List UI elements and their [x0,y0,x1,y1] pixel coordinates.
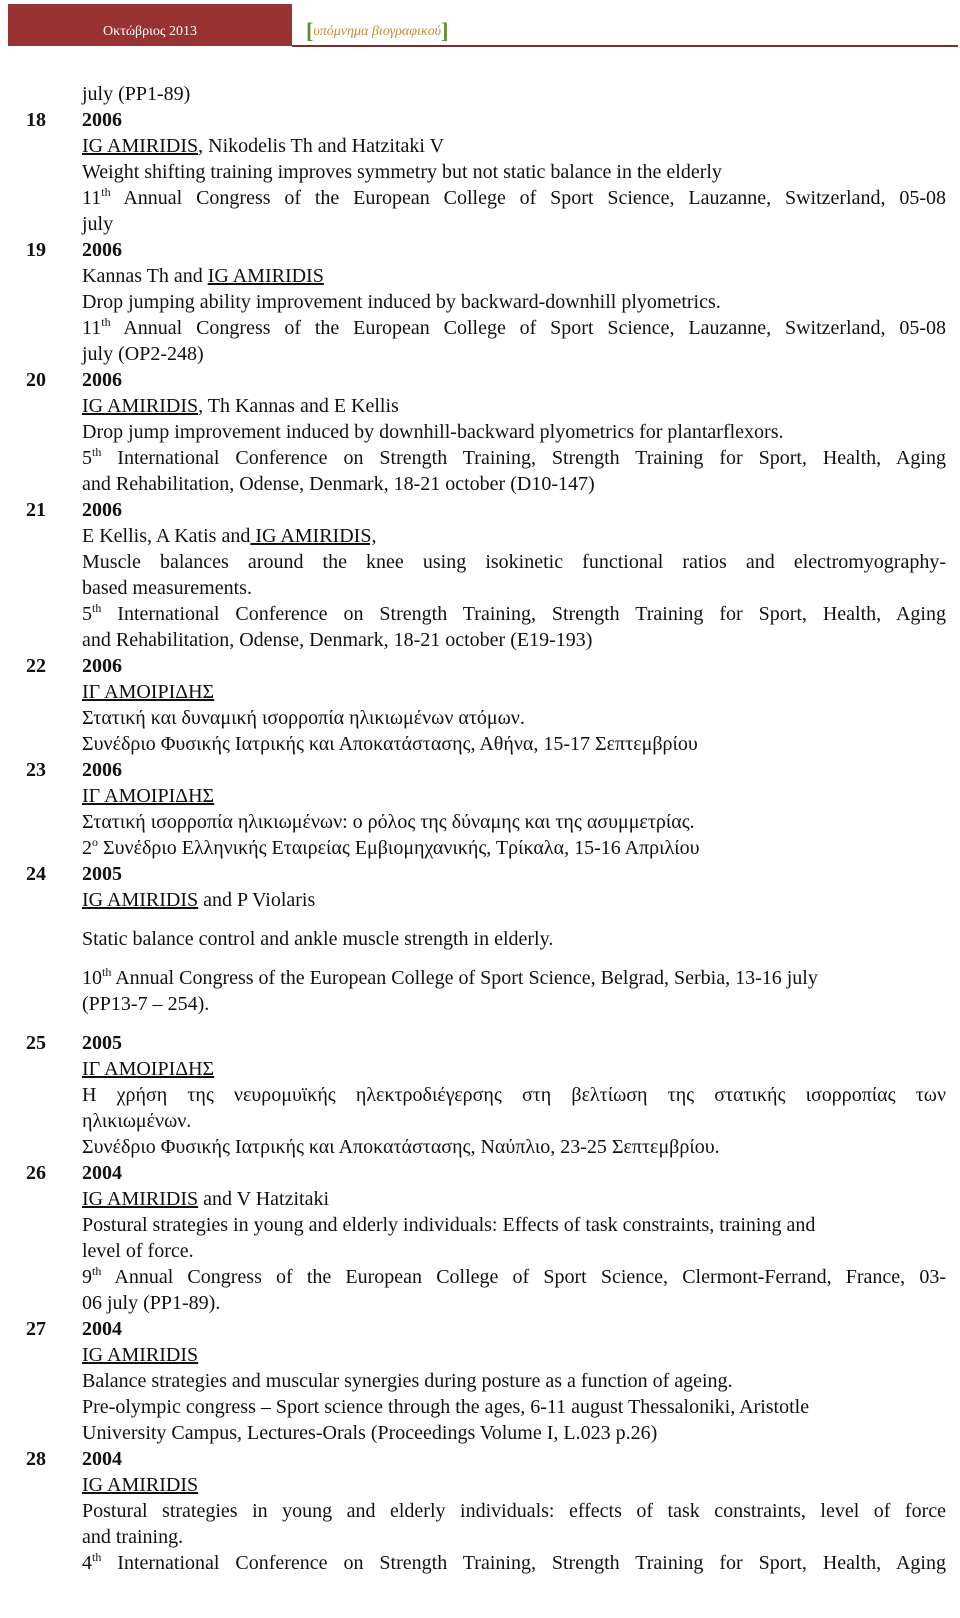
entry-number: 23 [26,759,46,781]
entry-authors [82,1056,946,1082]
entry-authors [82,523,946,549]
entry-20 [26,367,946,497]
ordinal-suffix: ο [92,835,98,849]
entry-venue [82,965,946,991]
entry-authors [82,679,946,705]
ordinal-suffix: th [102,965,112,979]
entry-title: Η χρήση της νευρομυϊκής ηλεκτροδιέγερσης στη βελτίωση της στατικής ισορροπίας των [82,1084,946,1106]
entry-continuation [26,81,946,107]
ordinal: 9 [82,1266,92,1288]
ordinal: 2 [82,837,92,859]
entry-authors [82,1186,946,1212]
entry-22 [26,653,946,757]
coauthors: and P Violaris [198,889,316,911]
entry-venue: Συνέδριο Φυσικής Ιατρικής και Αποκατάστασης, Αθήνα, 15-17 Σεπτεμβρίου [82,733,698,755]
header-rule [292,45,958,47]
entry-number: 28 [26,1448,46,1470]
author-highlight: IG AMIRIDIS [207,265,324,287]
author-highlight: ΙΓ ΑΜΟΙΡΙΔΗΣ [82,1058,215,1080]
entry-title-line2: and training. [82,1526,184,1548]
entry-28 [26,1446,946,1576]
ordinal: 11 [82,317,102,339]
page-header [8,4,958,46]
author-highlight: IG AMIRIDIS [82,1188,199,1210]
author-highlight: IG AMIRIDIS [82,395,199,417]
entry-title: Στατική και δυναμική ισορροπία ηλικιωμένων ατόμων. [82,707,525,729]
entry-title: Drop jump improvement induced by downhill-backward plyometrics for plantarflexors. [82,421,784,443]
entry-authors [82,133,946,159]
entry-title: Drop jumping ability improvement induced by backward-downhill plyometrics. [82,291,721,313]
venue-text: Annual Congress of the European College of Sport Science, Lauzanne, Switzerland, 05-08 [110,317,946,339]
bracket-close: ] [441,18,449,43]
entry-title: Στατική ισορροπία ηλικιωμένων: ο ρόλος της δύναμης και της ασυμμετρίας. [82,811,695,833]
publication-list [26,81,946,1576]
author-highlight: IG AMIRIDIS, [250,525,377,547]
entry-year: 2006 [82,239,122,261]
entry-number: 18 [26,109,46,131]
entry-title-line2: level of force. [82,1240,194,1262]
coauthors: , Nikodelis Th and Hatzitaki V [198,135,445,157]
entry-number [26,81,82,107]
entry-venue-line2: july (OP2-248) [82,343,204,365]
entry-venue [82,185,946,211]
entry-authors [82,263,946,289]
entry-venue [82,601,946,627]
entry-number: 24 [26,863,46,885]
entry-venue-line2: 06 july (PP1-89). [82,1292,221,1314]
venue-text: International Conference on Strength Training, Strength Training for Sport, Health, Aging [101,603,946,625]
entry-title: Weight shifting training improves symmetry but not static balance in the elderly [82,161,722,183]
entry-title: Balance strategies and muscular synergies during posture as a function of ageing. [82,1370,733,1392]
author-highlight: IG AMIRIDIS [82,889,199,911]
entry-number: 20 [26,369,46,391]
entry-year: 2006 [82,369,122,391]
entry-number: 25 [26,1032,46,1054]
entry-number: 26 [26,1162,46,1184]
entry-venue [82,1550,946,1576]
entry-venue-line2: (PP13-7 – 254). [82,993,210,1015]
ordinal: 11 [82,187,102,209]
author-highlight: ΙΓ ΑΜΟΙΡΙΔΗΣ [82,681,215,703]
entry-authors [82,887,946,913]
venue-text: Annual Congress of the European College of Sport Science, Clermont-Ferrand, France, 03- [101,1266,946,1288]
venue-text: International Conference on Strength Training, Strength Training for Sport, Health, Aging [101,1552,946,1574]
entry-year: 2005 [82,1032,122,1054]
entry-year: 2004 [82,1162,122,1184]
header-title-text: υπόμνημα βιογραφικού [313,24,442,39]
author-highlight: ΙΓ ΑΜΟΙΡΙΔΗΣ [82,785,215,807]
ordinal: 5 [82,447,92,469]
ordinal-suffix: th [101,315,111,329]
entry-venue-continued: july (PP1-89) [82,83,191,105]
entry-year: 2004 [82,1448,122,1470]
entry-21 [26,497,946,653]
entry-year: 2004 [82,1318,122,1340]
entry-year: 2006 [82,655,122,677]
entry-number: 27 [26,1318,46,1340]
author-highlight: IG AMIRIDIS [82,1344,199,1366]
venue-text: Συνέδριο Ελληνικής Εταιρείας Εμβιομηχανικής, Τρίκαλα, 15-16 Απριλίου [98,837,700,859]
entry-authors [82,1472,946,1498]
entry-27 [26,1316,946,1446]
entry-26 [26,1160,946,1316]
entry-venue-line2: july [82,213,114,235]
coauthors: , Th Kannas and E Kellis [198,395,399,417]
entry-24 [26,861,946,1030]
ordinal: 5 [82,603,92,625]
entry-number: 19 [26,239,46,261]
entry-venue [82,445,946,471]
entry-year: 2006 [82,499,122,521]
entry-year: 2006 [82,759,122,781]
entry-venue [82,315,946,341]
entry-venue: Συνέδριο Φυσικής Ιατρικής και Αποκατάστασης, Ναύπλιο, 23-25 Σεπτεμβρίου. [82,1136,720,1158]
entry-year: 2006 [82,109,122,131]
entry-number: 21 [26,499,46,521]
entry-title-line2: ηλικιωμένων. [82,1110,192,1132]
ordinal-suffix: th [92,1550,102,1564]
entry-23 [26,757,946,861]
entry-number: 22 [26,655,46,677]
entry-year: 2005 [82,863,122,885]
ordinal: 4 [82,1552,92,1574]
entry-venue-line2: and Rehabilitation, Odense, Denmark, 18-21 october (E19-193) [82,629,593,651]
venue-text: Annual Congress of the European College of Sport Science, Belgrad, Serbia, 13-16 july [111,967,818,989]
coauthors: Kannas Th and [82,265,208,287]
entry-venue [82,1264,946,1290]
bracket-open: [ [306,18,314,43]
entry-19 [26,237,946,367]
entry-venue [82,835,946,861]
coauthors: and V Hatzitaki [198,1188,330,1210]
entry-authors [82,393,946,419]
entry-18 [26,107,946,237]
ordinal-suffix: th [101,185,111,199]
author-highlight: IG AMIRIDIS [82,135,199,157]
entry-venue: Pre-olympic congress – Sport science through the ages, 6-11 august Thessaloniki, Aristotle [82,1396,810,1418]
entry-venue-line2: and Rehabilitation, Odense, Denmark, 18-21 october (D10-147) [82,473,595,495]
header-date: Οκτώβριος 2013 [8,4,292,46]
entry-authors [82,783,946,809]
entry-title: Postural strategies in young and elderly individuals: effects of task constraints, level of force [82,1500,946,1522]
ordinal-suffix: th [92,601,102,615]
author-highlight: IG AMIRIDIS [82,1474,199,1496]
venue-text: Annual Congress of the European College of Sport Science, Lauzanne, Switzerland, 05-08 [110,187,946,209]
venue-text: International Conference on Strength Training, Strength Training for Sport, Health, Aging [101,447,946,469]
ordinal-suffix: th [92,1264,102,1278]
entry-venue-line2: University Campus, Lectures-Orals (Proceedings Volume I, L.023 p.26) [82,1422,658,1444]
ordinal: 10 [82,967,102,989]
header-title [306,18,448,44]
entry-title: Muscle balances around the knee using isokinetic functional ratios and electromyography- [82,551,946,573]
entry-title: Static balance control and ankle muscle strength in elderly. [82,928,554,950]
entry-authors [82,1342,946,1368]
entry-title-line2: based measurements. [82,577,252,599]
entry-title: Postural strategies in young and elderly individuals: Effects of task constraints, training and [82,1214,816,1236]
ordinal-suffix: th [92,445,102,459]
entry-25 [26,1030,946,1160]
coauthors: E Kellis, A Katis and [82,525,251,547]
